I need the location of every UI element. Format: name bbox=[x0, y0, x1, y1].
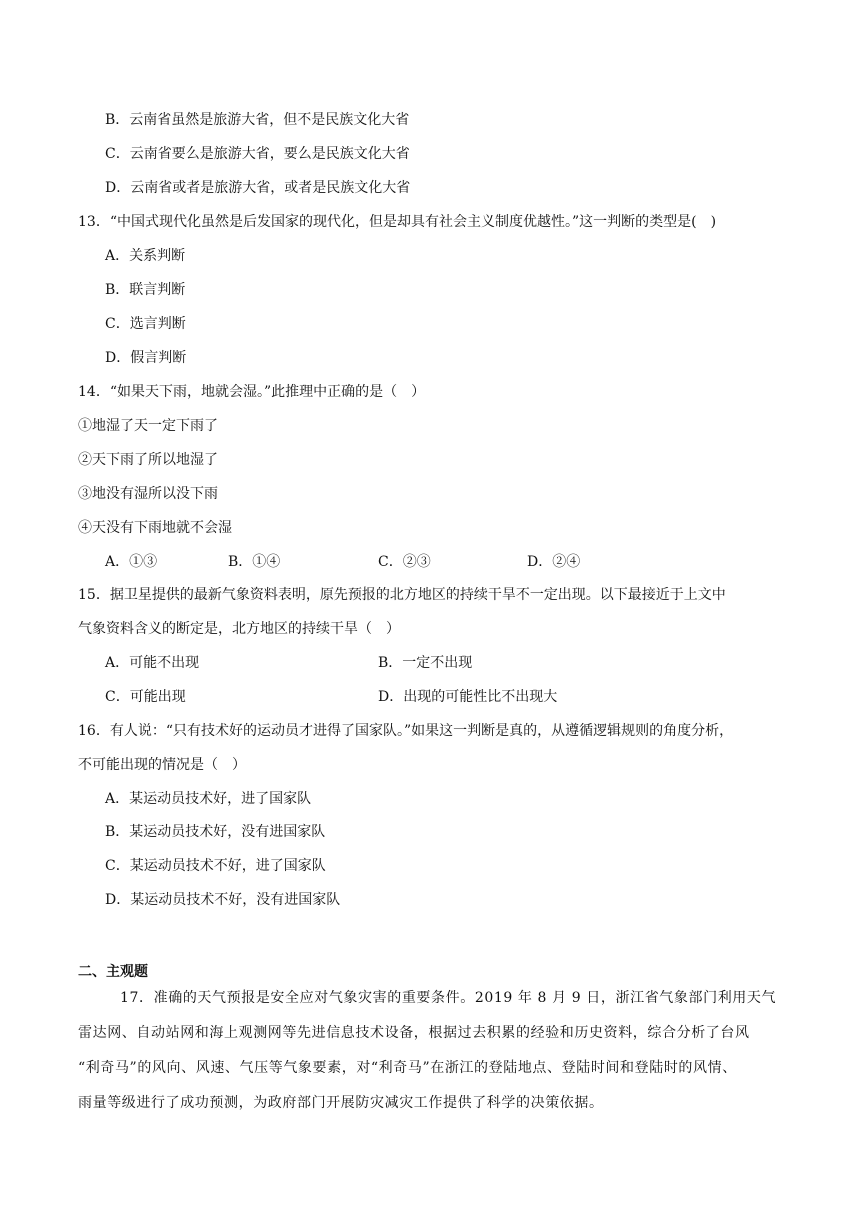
q15-option-a: A．可能不出现 bbox=[105, 655, 200, 671]
q14-item-4: ④天没有下雨地就不会湿 bbox=[78, 520, 232, 536]
q17-paragraph-line2: 雷达网、自动站网和海上观测网等先进信息技术设备，根据过去积累的经验和历史资料，综合分析了台风 bbox=[78, 1025, 750, 1041]
q14-stem: 14．“如果天下雨，地就会湿。”此推理中正确的是（ ） bbox=[78, 384, 426, 400]
q14-option-a: A．①③ bbox=[105, 554, 158, 570]
q14-item-2: ②天下雨了所以地湿了 bbox=[78, 452, 218, 468]
q14-option-b: B．①④ bbox=[228, 554, 281, 570]
q14-item-1: ①地湿了天一定下雨了 bbox=[78, 418, 218, 434]
q12-option-d: D．云南省或者是旅游大省，或者是民族文化大省 bbox=[105, 180, 411, 196]
q13-option-d: D．假言判断 bbox=[105, 350, 187, 366]
q14-option-c: C．②③ bbox=[378, 554, 431, 570]
q15-stem-line1: 15．据卫星提供的最新气象资料表明，原先预报的北方地区的持续干旱不一定出现。以下最接近于上文中 bbox=[78, 587, 726, 603]
q14-option-d: D．②④ bbox=[527, 554, 581, 570]
q12-option-b: B．云南省虽然是旅游大省，但不是民族文化大省 bbox=[105, 112, 410, 128]
q15-option-d: D．出现的可能性比不出现大 bbox=[378, 689, 558, 705]
q16-stem-line1: 16．有人说：“只有技术好的运动员才进得了国家队。”如果这一判断是真的，从遵循逻辑规则的角度分析， bbox=[78, 723, 734, 739]
q15-stem-line2: 气象资料含义的断定是，北方地区的持续干旱（ ） bbox=[78, 621, 400, 637]
q17-paragraph-line1: 17．准确的天气预报是安全应对气象灾害的重要条件。2019 年 8 月 9 日，浙江省气象部门利用天气 bbox=[120, 990, 777, 1006]
q16-option-d: D．某运动员技术不好，没有进国家队 bbox=[105, 892, 341, 908]
q16-stem-line2: 不可能出现的情况是（ ） bbox=[78, 757, 246, 773]
q15-option-c: C．可能出现 bbox=[105, 689, 186, 705]
q13-option-a: A．关系判断 bbox=[105, 248, 186, 264]
section-title: 二、主观题 bbox=[78, 964, 148, 980]
q16-option-c: C．某运动员技术不好，进了国家队 bbox=[105, 858, 326, 874]
q14-item-3: ③地没有湿所以没下雨 bbox=[78, 486, 218, 502]
q17-paragraph-line4: 雨量等级进行了成功预测，为政府部门开展防灾减灾工作提供了科学的决策依据。 bbox=[78, 1095, 604, 1111]
q13-option-b: B．联言判断 bbox=[105, 282, 186, 298]
q16-option-a: A．某运动员技术好，进了国家队 bbox=[105, 791, 312, 807]
q13-option-c: C．选言判断 bbox=[105, 316, 186, 332]
q17-paragraph-line3: “利奇马”的风向、风速、气压等气象要素，对“利奇马”在浙江的登陆地点、登陆时间和登陆时的风情、 bbox=[78, 1060, 737, 1076]
q12-option-c: C．云南省要么是旅游大省，要么是民族文化大省 bbox=[105, 146, 410, 162]
q15-option-b: B．一定不出现 bbox=[378, 655, 473, 671]
q13-stem: 13．“中国式现代化虽然是后发国家的现代化，但是却具有社会主义制度优越性。”这一判断的类型是( ) bbox=[78, 214, 717, 230]
q16-option-b: B．某运动员技术好，没有进国家队 bbox=[105, 824, 326, 840]
